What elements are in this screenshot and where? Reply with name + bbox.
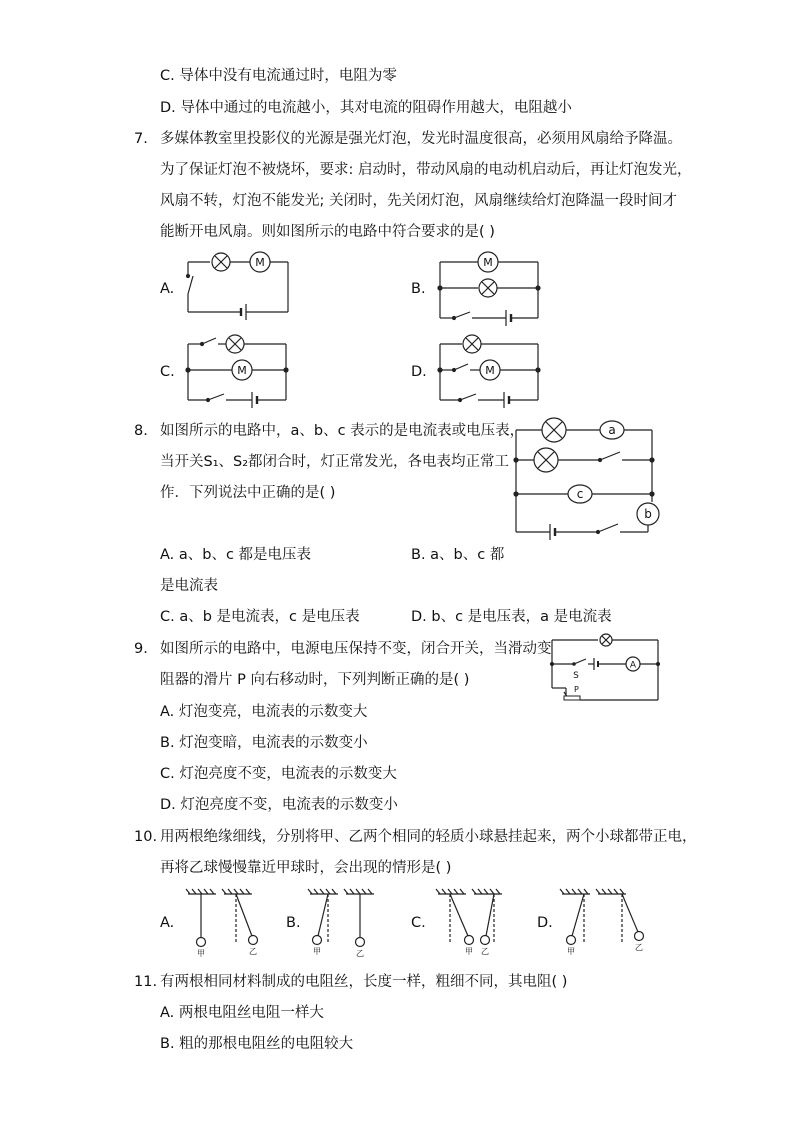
q10-number: 10. [134,829,158,845]
q10-label-d: D. [537,915,553,931]
ammeter-label: A [629,660,637,671]
q7-label-b: B. [411,281,426,297]
q8-option-d: D. b、c 是电压表，a 是电流表 [411,609,612,625]
q7-text-line: 风扇不转，灯泡不能发光; 关闭时，先关闭灯泡，风扇继续给灯泡降温一段时间才 [160,193,677,209]
ball-jia-label: 甲 [567,947,575,956]
q9-option-c: C. 灯泡亮度不变，电流表的示数变大 [160,766,397,782]
q6-option-d: D. 导体中通过的电流越小，其对电流的阻碍作用越大，电阻越小 [160,100,572,116]
q7-text-line: 为了保证灯泡不被烧坏，要求: 启动时，带动风扇的电动机启动后，再让灯泡发光， [160,162,692,178]
q8-option-c: C. a、b 是电流表，c 是电压表 [160,609,360,625]
q8-text-line: 当开关S₁、S₂都闭合时，灯正常发光，各电表均正常工 [160,454,510,470]
motor-label: M [255,256,265,269]
motor-label: M [483,256,493,269]
q10-text-line: 再将乙球慢慢靠近甲球时，会出现的情形是( ) [160,860,452,876]
meter-c-label: c [576,487,584,501]
q10-figure-c [436,888,516,960]
q7-circuit-a [180,250,295,325]
ball-yi-label: 乙 [249,947,257,956]
q8-option-b-continued: 是电流表 [160,578,218,594]
q10-text-line: 用两根绝缘细线，分别将甲、乙两个相同的轻质小球悬挂起来，两个小球都带正电， [160,829,697,845]
q9-number: 9. [134,641,148,657]
q7-number: 7. [134,131,148,147]
q10-figure-b [308,888,388,960]
q7-text-line: 能断开电风扇。则如图所示的电路中符合要求的是( ) [160,224,495,240]
q7-label-d: D. [411,364,427,380]
q9-text-line: 阻器的滑片 P 向右移动时，下列判断正确的是( ) [160,672,470,688]
switch-label: S [573,671,579,681]
motor-label: M [237,364,247,377]
q9-option-d: D. 灯泡亮度不变，电流表的示数变小 [160,797,398,813]
q8-number: 8. [134,423,148,439]
q10-label-a: A. [160,915,175,931]
q7-circuit-d [432,332,547,414]
q8-text-line: 作．下列说法中正确的是( ) [160,485,336,501]
q11-option-b: B. 粗的那根电阻丝的电阻较大 [160,1036,354,1052]
ball-jia-label: 甲 [313,947,321,956]
ball-jia-label: 甲 [465,947,473,956]
q11-text-line: 有两根相同材料制成的电阻丝，长度一样，粗细不同，其电阻( ) [160,974,568,990]
ball-yi-label: 乙 [635,943,643,952]
q11-option-a: A. 两根电阻丝电阻一样大 [160,1005,324,1021]
q10-label-c: C. [411,915,426,931]
ball-yi-label: 乙 [481,947,489,956]
q8-text-line: 如图所示的电路中，a、b、c 表示的是电流表或电压表， [160,423,525,439]
q9-circuit-figure [546,632,666,704]
q7-text-line: 多媒体教室里投影仪的光源是强光灯泡，发光时温度很高，必须用风扇给予降温。 [160,131,682,147]
q7-label-c: C. [160,364,175,380]
q7-label-a: A. [160,281,175,297]
q7-circuit-c [180,332,295,414]
motor-label: M [485,364,495,377]
q10-figure-a [186,888,266,960]
slider-p-label: P [574,685,579,694]
q11-number: 11. [134,974,158,990]
q7-circuit-b [432,250,547,330]
q10-figure-d [560,888,643,960]
q6-option-c: C. 导体中没有电流通过时，电阻为零 [160,68,397,84]
ball-jia-label: 甲 [197,949,205,958]
q9-option-b: B. 灯泡变暗，电流表的示数变小 [160,735,368,751]
q8-circuit-figure [508,414,668,544]
meter-a-label: a [608,423,616,437]
q8-option-a: A. a、b、c 都是电压表 [160,547,312,563]
meter-b-label: b [644,507,652,521]
ball-yi-label: 乙 [356,949,364,958]
q10-label-b: B. [286,915,301,931]
q8-option-b: B. a、b、c 都 [411,547,505,563]
q9-option-a: A. 灯泡变亮，电流表的示数变大 [160,704,368,720]
q9-text-line: 如图所示的电路中，电源电压保持不变，闭合开关，当滑动变 [160,641,552,657]
